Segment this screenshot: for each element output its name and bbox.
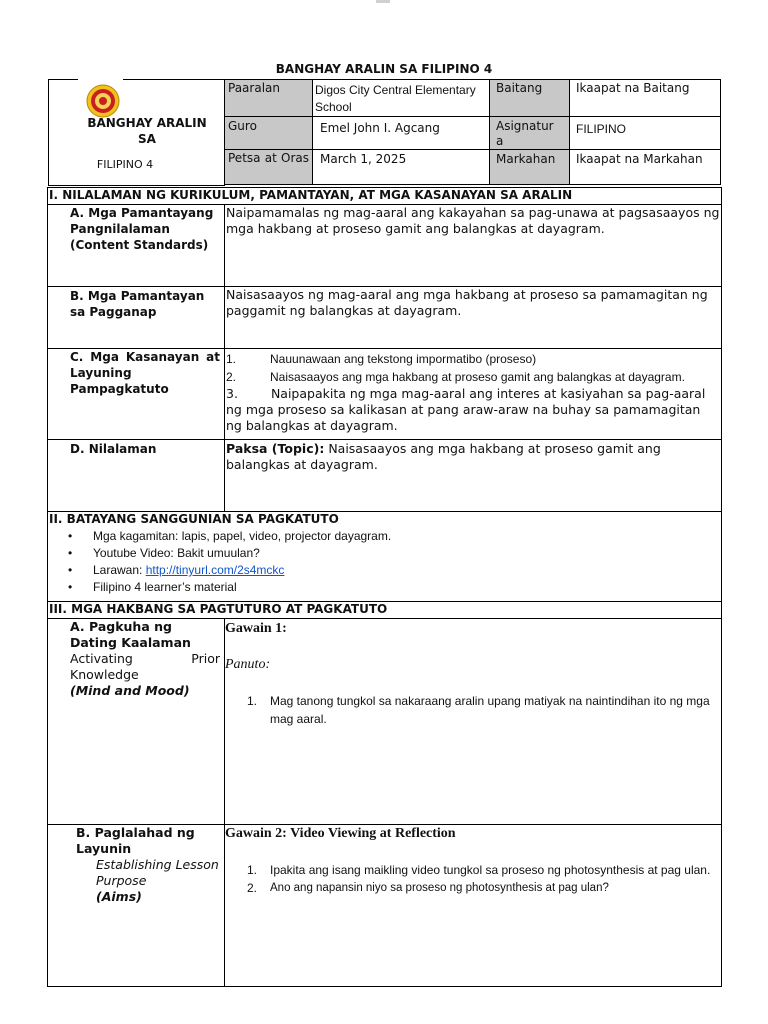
resource-image-link[interactable]: http://tinyurl.com/2s4mckc (145, 563, 285, 577)
lesson-purpose-tag: (Aims) (96, 889, 142, 904)
activity-2-item-2-num: 2. (247, 881, 258, 895)
topic-text: Naisasaayos ang mga hakbang at proseso gamit ang balangkas at dayagram. (226, 441, 661, 472)
resource-youtube: • Youtube Video: Bakit umuulan? (48, 545, 721, 562)
row-b-label-cell (47, 286, 225, 349)
section-3-heading: III. MGA HAKBANG SA PAGTUTURO AT PAGKATUTO (47, 601, 722, 619)
performance-standards-label: B. Mga Pamantayan sa Pagganap (70, 289, 205, 319)
paaralan-value: Digos City Central Elementary School (312, 79, 490, 117)
section-2-heading: II. BATAYANG SANGGUNIAN SA PAGKATUTO (49, 512, 339, 526)
activity-1-instructions-label: Panuto: (225, 657, 271, 672)
activity-2-item-1-num: 1. (247, 863, 258, 877)
activity-2-title: Gawain 2: Video Viewing at Reflection (225, 826, 456, 841)
activity-1-item-1: Mag tanong tungkol sa nakaraang aralin upang matiyak na naintindihan ito ng mga mag aaral. (270, 694, 710, 726)
activity-2-item-1: Ipakita ang isang maikling video tungkol sa proseso ng photosynthesis at pag ulan. (270, 863, 711, 877)
baitang-value: Ikaapat na Baitang (569, 79, 721, 117)
asignatura-label: Asignatur a (489, 116, 570, 150)
section-2-block (47, 511, 722, 602)
content-label: D. Nilalaman (70, 442, 157, 456)
lesson-purpose-english: Establishing Lesson Purpose (96, 857, 219, 888)
prior-knowledge-english: Activating Prior Knowledge (70, 651, 220, 682)
activity-1-item-1-num: 1. (247, 694, 258, 708)
activity-2-item-2: Ano ang napansin niyo sa proseso ng photosynthesis at pag ulan? (270, 882, 609, 894)
competency-3-num: 3. (226, 386, 238, 401)
resource-image (48, 562, 721, 579)
resource-learner-material: • Filipino 4 learner’s material (48, 579, 721, 596)
guro-label: Guro (224, 116, 313, 150)
petsa-value: March 1, 2025 (312, 149, 490, 185)
performance-standards-text: Naisasaayos ng mag-aaral ang mga hakbang at proseso sa pamamagitan ng paggamit ng balangkas at dayagram. (224, 286, 722, 349)
guro-value: Emel John I. Agcang (312, 116, 490, 150)
section-1-heading: I. NILALAMAN NG KURIKULUM, PAMANTAYAN, AT MGA KASANAYAN SA ARALIN (47, 187, 722, 205)
activity-2-cell (224, 824, 722, 987)
asignatura-value: FILIPINO (569, 116, 721, 150)
row-d-label-cell (47, 439, 225, 512)
row-c-label-cell (47, 348, 225, 440)
competencies-label: C. Mga Kasanayan at Layuning Pampagkatuto (70, 350, 220, 396)
activity-1-cell (224, 618, 722, 825)
petsa-label: Petsa at Oras (224, 149, 313, 185)
prior-knowledge-label: A. Pagkuha ng Dating Kaalaman (70, 619, 191, 650)
markahan-label: Markahan (489, 149, 570, 185)
competency-3: Naipapakita ng mga mag-aaral ang interes at kasiyahan sa pag-aaral ng mga proseso sa kalikasan at pang araw-araw na buhay sa pamamagitan ng balangkas at dayagram. (226, 386, 706, 433)
document-title: BANGHAY ARALIN SA FILIPINO 4 (275, 62, 493, 76)
row-a-label-cell (47, 204, 225, 287)
logo-subcaption: FILIPINO 4 (96, 158, 154, 171)
resource-materials: • Mga kagamitan: lapis, papel, video, projector dayagram. (48, 528, 721, 545)
competency-1-num: 1. (226, 352, 237, 366)
content-standards-text: Naipamamalas ng mag-aaral ang kakayahan sa pag-unawa at pagsasaayos ng mga hakbang at proseso gamit ang balangkas at dayagram. (224, 204, 722, 287)
content-cell (224, 439, 722, 512)
resource-image-label: Larawan: (93, 563, 146, 577)
school-seal-icon (86, 84, 120, 118)
paaralan-label: Paaralan (224, 79, 313, 117)
resources-list (48, 528, 721, 596)
page-top-mark (376, 0, 390, 3)
competency-2: Naisasaayos ang mga hakbang at proseso gamit ang balangkas at dayagram. (270, 370, 685, 384)
prior-knowledge-tag: (Mind and Mood) (70, 683, 190, 698)
lesson-purpose-label: B. Paglalahad ng Layunin (76, 825, 195, 856)
row-3a-label-cell (47, 618, 225, 825)
row-3b-label-cell (47, 824, 225, 987)
topic-label: Paksa (Topic): (226, 441, 325, 456)
content-standards-label: A. Mga Pamantayang Pangnilalaman (Content Standards) (70, 206, 214, 252)
activity-1-title: Gawain 1: (225, 621, 287, 636)
logo-caption: BANGHAY ARALIN SA (87, 116, 207, 146)
competency-2-num: 2. (226, 370, 237, 384)
baitang-label: Baitang (489, 79, 570, 117)
markahan-value: Ikaapat na Markahan (569, 149, 721, 185)
competencies-cell (224, 348, 722, 440)
competency-1: Nauunawaan ang tekstong impormatibo (proseso) (270, 352, 537, 366)
